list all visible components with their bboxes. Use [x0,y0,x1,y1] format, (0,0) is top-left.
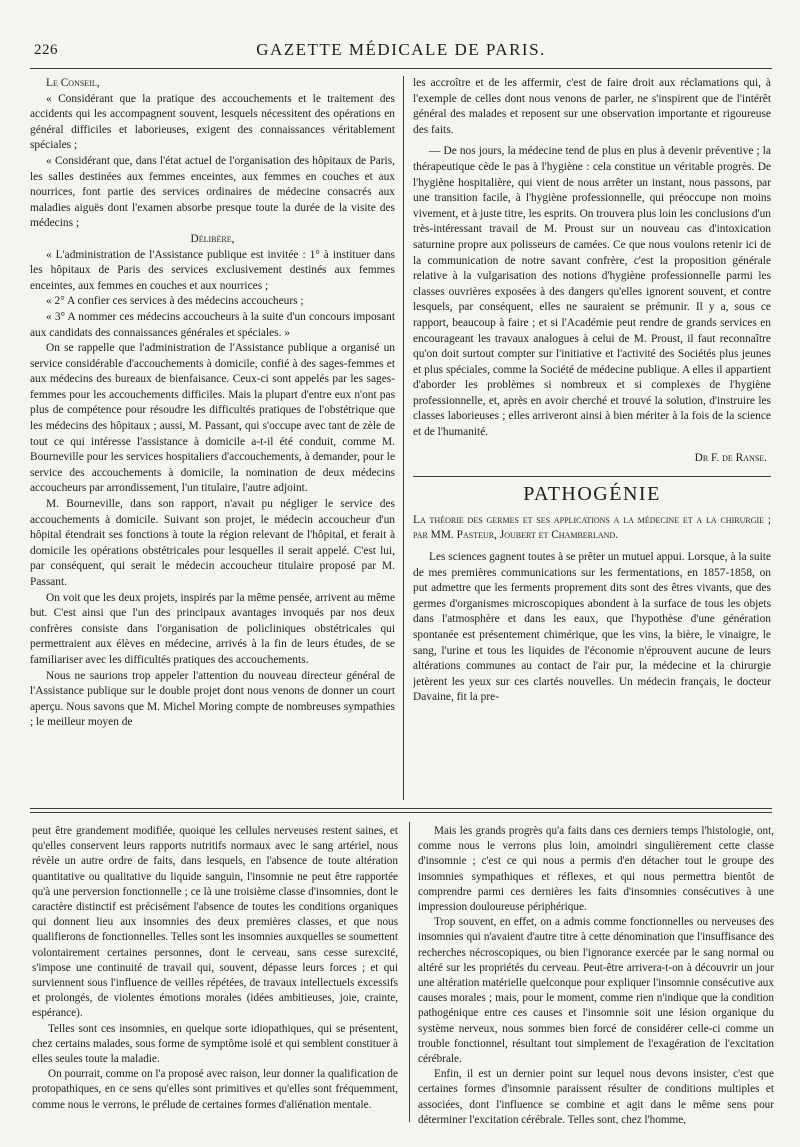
column-divider [409,822,410,1122]
paragraph: On voit que les deux projets, inspirés par la même pensée, arrivent au même but. C'est ainsi que l'un des principaux avantages invoqués par nos deux confrères consiste dans l'organisation de policliniques obstétricales qui permettraient aux élèves en médecine, arrivés à la fin de leurs études, de se familiariser avec les difficultés pratiques des accouchements. [30,591,395,666]
lower-left-column [32,824,398,1124]
paragraph: Trop souvent, en effet, on a admis comme fonctionnelles ou nerveuses des insomnies qui n'avaient d'autre titre à cette dénomination que l'insuffisance des recherches nécroscopiques, ou bien l'ignorance exercée par le sang normal ou altéré sur les propriétés du cerveau. Peut-être arrivera-t-on à découvrir un jour une altération matérielle quelconque pour expliquer l'insomnie consécutive aux causes morales ; mais, pour le moment, comme rien n'indique que la condition pathogénique entre ces causes et l'insomnie soit une lésion organique du système nerveux, nous sommes bien forcé de considérer celle-ci comme un trouble fonctionnel, résultant tout simplement de l'exagération de l'excitation cérébrale. [418,916,774,1066]
paragraph: On se rappelle que l'administration de l'Assistance publique a organisé un service considérable d'accouchements à domicile, confié à des sages-femmes et aux médecins des bureaux de bienfaisance. Ceux-ci sont appelés par les sages-femmes pour les accouchements difficiles. Mais la plupart d'entre eux n'ont pas plus de compétence pour résoudre les difficultés pratiques de l'obstétrique que les médecins des hôpitaux ; aussi, M. Passant, qui s'occupe avec tant de zèle de tout ce qui intéresse l'assistance à domicile a-t-il été conduit, comme M. Bourneville pour les services hospitaliers d'accouchements, à demander, pour le service des accouchements à domicile, la nomination de deux médecins accoucheurs par arrondissement, l'un titulaire, l'autre adjoint. [30,342,395,495]
paragraph: — De nos jours, la médecine tend de plus en plus à devenir préventive ; la thérapeutique cède le pas à l'hygiène : cela constitue un véritable progrès. De l'hygiène hospitalière, qui vient de nous arrêter un instant, nous passons, par une transition facile, à l'hygiène professionnelle, qui préoccupe non moins vivement, et à juste titre, les esprits. On trouvera plus loin les conclusions d'un très-intéressant travail de M. Proust sur un nouveau cas d'intoxication saturnine propre aux polisseurs de camées. Ce que nous voulons retenir ici de la communication de notre savant confrère, c'est la proposition générale relative à la vulgarisation des notions d'hygiène professionnelle parmi les classes ouvrières exposées à des dangers qu'elles ignorent souvent, et contre lesquels, par conséquent, elles ne sauraient se prémunir. Il y a, sous ce rapport, beaucoup à faire ; et si l'Académie peut rendre de grands services en encourageant les travaux analogues à celui de M. Proust, il faut reconnaître qu'on doit surtout compter sur l'initiative et l'activité des Sociétés plus jeunes et plus spéciales, comme la Société de médecine publique. A elles il appartient d'aborder les problèmes si nombreux et si complexes de l'hygiène professionnelle, et, après en avoir cherché et trouvé la solution, d'instruire les classes laborieuses ; elles arriveront ainsi à bien mériter à la fois de la science et de l'humanité. [413,145,771,439]
column-divider [403,76,404,800]
paragraph: On pourrait, comme on l'a proposé avec raison, leur donner la qualification de protopathiques, en ce sens qu'elles sont primitives et qu'elles sont fréquemment, comme nous le verrons, le prélude de certaines formes d'aliénation mentale. [32,1068,398,1111]
horizontal-divider [30,808,772,809]
paragraph: Mais les grands progrès qu'a faits dans ces derniers temps l'histologie, ont, comme nous le verrons plus loin, amoindri singulièrement cette classe d'insomnie ; c'est ce qui nous a permis d'en détacher tout le groupe des insomnies sympathiques et réflexes, et qui nous permettra bientôt de comprendre parmi ces dernières les faits d'insomnies consécutives à une impression douloureuse périphérique. [418,825,774,914]
running-title: GAZETTE MÉDICALE DE PARIS. [256,40,546,59]
page-header [30,38,772,69]
paragraph: « Considérant que, dans l'état actuel de l'organisation des hôpitaux de Paris, les salles destinées aux femmes enceintes, aux femmes en couches et aux nourrices, font partie des services ordinaires de médecine consacrés aux maladies aiguës dont l'examen absorbe presque toute la durée de la visite des médecins ; [30,154,395,230]
paragraph: Nous ne saurions trop appeler l'attention du nouveau directeur général de l'Assistance publique sur le double projet dont nous venons de donner un court aperçu. Nous savons que M. Michel Moring compte de nombreuses sympathies ; le meilleur moyen de [30,669,395,729]
paragraph: Enfin, il est un dernier point sur lequel nous devons insister, c'est que certaines formes d'insomnie paraissent résulter de conditions multiples et associées, dont l'influence se combine et agit dans le même sens pour déterminer l'excitation cérébrale. Telles sont, chez l'homme, [418,1068,774,1124]
page-number: 226 [34,42,58,58]
section-title: PATHOGÉNIE [523,483,661,506]
article-title: La théorie des germes et ses applications a la médecine et a la chirurgie ; par MM. Pasteur, Joubert et Chamberland. [413,513,771,542]
upper-right-column [413,76,771,801]
paragraph: Les sciences gagnent toutes à se prêter un mutuel appui. Lorsque, à la suite de mes premières communications sur les fermentations, en 1857-1858, on put admettre que les ferments proprement dits sont des êtres vivants, que des germes d'organismes microscopiques abondent à la surface de tous les objets dans l'atmosphère et dans les eaux, que l'hypothèse d'une génération spontanée est présentement chimérique, que les vins, la bière, le vinaigre, le sang, l'urine et tous les liquides de l'économie n'éprouvent aucune de leurs altérations communes au contact de l'air pur, la médecine et la chirurgie jetèrent les yeux sur ces clartés nouvelles. Un médecin français, le docteur Davaine, fit la pre- [413,551,771,704]
paragraph: M. Bourneville, dans son rapport, n'avait pu négliger le service des accouchements à domicile. Suivant son projet, le médecin accoucheur d'un hôpital étendrait ses fonctions à toute la région relevant de l'hôpital, et ferait à domicile les opérations obstétricales pour lesquelles il serait appelé. C'est lui, par conséquent, qui serait le médecin accoucheur titulaire proposé par M. Passant. [30,498,395,588]
paragraph: Telles sont ces insomnies, en quelque sorte idiopathiques, qui se présentent, chez certains malades, sous forme de symptôme isolé et qui semblent constituer à elles seules toute la maladie. [32,1022,398,1066]
paragraph: les accroître et de les affermir, c'est de faire droit aux réclamations qui, à l'exemple de celles dont nous venons de parler, ne s'inspirent que de l'intérêt général des malades et reposent sur une observation importante et rigoureuse des faits. [413,77,771,136]
paragraph: « 3° A nommer ces médecins accoucheurs à la suite d'un concours imposant aux candidats des connaissances générales et spéciales. » [30,310,395,339]
conseil-heading: Le Conseil, [46,77,100,89]
author-signature: Dr F. de Ranse. [694,451,767,464]
section-rule [413,476,771,477]
delibere-heading: Délibère, [190,232,235,245]
paragraph: « Considérant que la pratique des accouchements et le traitement des accidents qui les accompagnent souvent, lesquels nécessitent des opérations en général difficiles et laborieuses, exigent des connaissances véritablement spéciales ; [30,92,395,152]
paragraph: « L'administration de l'Assistance publique est invitée : 1° à instituer dans les hôpitaux de Paris des services exclusivement destinés aux femmes enceintes, aux femmes en couches et aux nourrices ; [30,248,395,292]
upper-left-column [30,76,395,801]
horizontal-divider [30,812,772,813]
paragraph: peut être grandement modifiée, quoique les cellules nerveuses restent saines, et qu'elles conservent leurs rapports nutritifs normaux avec le sang artériel, nous révèle un autre ordre de faits, dans lesquels, en l'absence de toute altération quantitative ou qualitative du liquide sanguin, l'insomnie ne peut être rapportée qu'à une perversion fonctionnelle ; ce là une troisième classe d'insomnies, dont le caractère distinctif est précisément l'absence de toutes les conditions organiques qui donnent lieu aux insomnies des deux premières classes, et que nous qualifierons de fonctionnelles. Telles sont les insomnies auxquelles se soumettent volontairement certaines personnes, dont le cerveau, sans cesse surexcité, s'impose une continuité de travail qui, souvent, dépasse leurs forces ; et qui surviennent sous l'influence de veilles répétées, de travaux intellectuels excessifs et prolongés, de violentes émotions morales (idées ambitieuses, joie, crainte, espérance). [32,825,398,1020]
lower-right-column [418,824,774,1124]
paragraph: « 2° A confier ces services à des médecins accoucheurs ; [46,295,304,308]
